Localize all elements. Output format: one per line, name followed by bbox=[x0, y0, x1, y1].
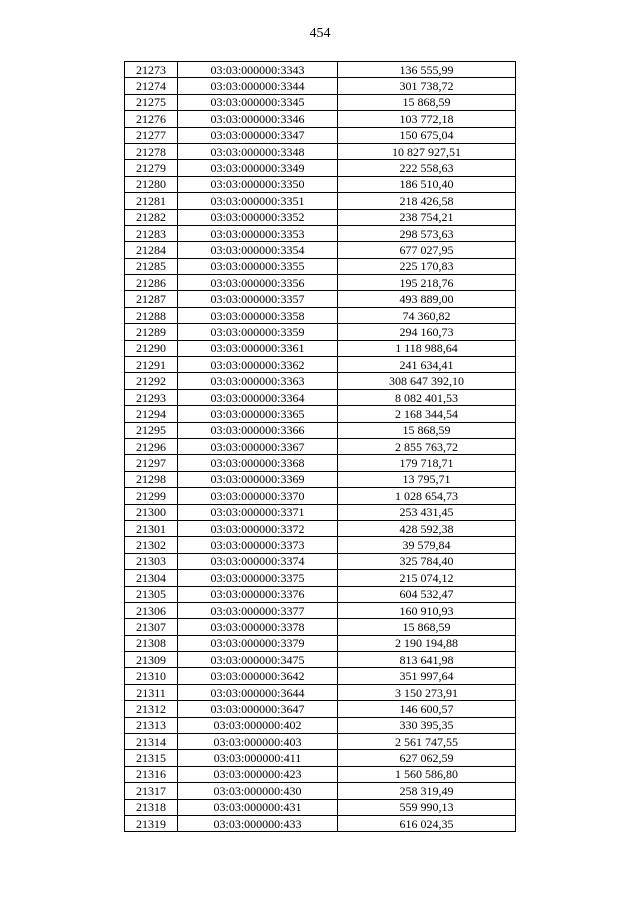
cadastral-value-cell: 225 170,83 bbox=[338, 258, 516, 274]
cadastral-number-cell: 03:03:000000:3343 bbox=[178, 62, 338, 78]
cadastral-number-cell: 03:03:000000:3354 bbox=[178, 242, 338, 258]
table-row bbox=[125, 258, 516, 274]
cadastral-value-cell: 2 561 747,55 bbox=[338, 734, 516, 750]
row-number-cell: 21275 bbox=[125, 94, 178, 110]
cadastral-value-cell: 238 754,21 bbox=[338, 209, 516, 225]
row-number-cell: 21299 bbox=[125, 488, 178, 504]
cadastral-value-cell: 222 558,63 bbox=[338, 160, 516, 176]
cadastral-value-cell: 1 560 586,80 bbox=[338, 766, 516, 782]
row-number-cell: 21315 bbox=[125, 750, 178, 766]
cadastral-number-cell: 03:03:000000:3357 bbox=[178, 291, 338, 307]
cadastral-value-cell: 813 641,98 bbox=[338, 652, 516, 668]
row-number-cell: 21306 bbox=[125, 602, 178, 618]
cadastral-number-cell: 03:03:000000:3475 bbox=[178, 652, 338, 668]
cadastral-number-cell: 03:03:000000:3647 bbox=[178, 701, 338, 717]
cadastral-number-cell: 03:03:000000:430 bbox=[178, 783, 338, 799]
row-number-cell: 21284 bbox=[125, 242, 178, 258]
row-number-cell: 21313 bbox=[125, 717, 178, 733]
cadastral-number-cell: 03:03:000000:3350 bbox=[178, 176, 338, 192]
table-row bbox=[125, 438, 516, 454]
row-number-cell: 21302 bbox=[125, 537, 178, 553]
row-number-cell: 21310 bbox=[125, 668, 178, 684]
row-number-cell: 21307 bbox=[125, 619, 178, 635]
cadastral-value-cell: 2 168 344,54 bbox=[338, 406, 516, 422]
row-number-cell: 21304 bbox=[125, 570, 178, 586]
row-number-cell: 21291 bbox=[125, 357, 178, 373]
page-number: 454 bbox=[309, 26, 331, 41]
cadastral-number-cell: 03:03:000000:3358 bbox=[178, 307, 338, 323]
table-row bbox=[125, 406, 516, 422]
row-number-cell: 21305 bbox=[125, 586, 178, 602]
cadastral-value-cell: 301 738,72 bbox=[338, 78, 516, 94]
row-number-cell: 21290 bbox=[125, 340, 178, 356]
cadastral-number-cell: 03:03:000000:423 bbox=[178, 766, 338, 782]
cadastral-value-cell: 253 431,45 bbox=[338, 504, 516, 520]
table-row bbox=[125, 766, 516, 782]
cadastral-value-cell: 2 855 763,72 bbox=[338, 438, 516, 454]
cadastral-value-cell: 616 024,35 bbox=[338, 815, 516, 831]
cadastral-value-cell: 330 395,35 bbox=[338, 717, 516, 733]
row-number-cell: 21286 bbox=[125, 275, 178, 291]
cadastral-value-cell: 677 027,95 bbox=[338, 242, 516, 258]
row-number-cell: 21292 bbox=[125, 373, 178, 389]
cadastral-value-cell: 3 150 273,91 bbox=[338, 684, 516, 700]
cadastral-value-cell: 308 647 392,10 bbox=[338, 373, 516, 389]
table-row bbox=[125, 78, 516, 94]
table-row bbox=[125, 701, 516, 717]
cadastral-number-cell: 03:03:000000:3644 bbox=[178, 684, 338, 700]
row-number-cell: 21283 bbox=[125, 225, 178, 241]
cadastral-number-cell: 03:03:000000:3642 bbox=[178, 668, 338, 684]
row-number-cell: 21295 bbox=[125, 422, 178, 438]
cadastral-value-cell: 146 600,57 bbox=[338, 701, 516, 717]
table-row bbox=[125, 799, 516, 815]
row-number-cell: 21311 bbox=[125, 684, 178, 700]
table-row bbox=[125, 504, 516, 520]
row-number-cell: 21301 bbox=[125, 520, 178, 536]
cadastral-value-cell: 1 028 654,73 bbox=[338, 488, 516, 504]
row-number-cell: 21308 bbox=[125, 635, 178, 651]
cadastral-number-cell: 03:03:000000:3344 bbox=[178, 78, 338, 94]
cadastral-number-cell: 03:03:000000:403 bbox=[178, 734, 338, 750]
cadastral-value-cell: 258 319,49 bbox=[338, 783, 516, 799]
cadastral-number-cell: 03:03:000000:3348 bbox=[178, 143, 338, 159]
cadastral-value-cell: 103 772,18 bbox=[338, 111, 516, 127]
table-row bbox=[125, 193, 516, 209]
cadastral-number-cell: 03:03:000000:3359 bbox=[178, 324, 338, 340]
cadastral-value-cell: 39 579,84 bbox=[338, 537, 516, 553]
table-row bbox=[125, 668, 516, 684]
row-number-cell: 21318 bbox=[125, 799, 178, 815]
cadastral-value-cell: 136 555,99 bbox=[338, 62, 516, 78]
table-row bbox=[125, 635, 516, 651]
row-number-cell: 21277 bbox=[125, 127, 178, 143]
table-row bbox=[125, 324, 516, 340]
row-number-cell: 21282 bbox=[125, 209, 178, 225]
cadastral-value-cell: 215 074,12 bbox=[338, 570, 516, 586]
cadastral-value-cell: 74 360,82 bbox=[338, 307, 516, 323]
table-row bbox=[125, 537, 516, 553]
table-row bbox=[125, 209, 516, 225]
table-row bbox=[125, 176, 516, 192]
cadastral-value-table bbox=[124, 61, 516, 832]
cadastral-value-cell: 604 532,47 bbox=[338, 586, 516, 602]
table-row bbox=[125, 586, 516, 602]
cadastral-number-cell: 03:03:000000:3379 bbox=[178, 635, 338, 651]
cadastral-number-cell: 03:03:000000:3355 bbox=[178, 258, 338, 274]
row-number-cell: 21294 bbox=[125, 406, 178, 422]
table-row bbox=[125, 684, 516, 700]
cadastral-number-cell: 03:03:000000:431 bbox=[178, 799, 338, 815]
cadastral-number-cell: 03:03:000000:3378 bbox=[178, 619, 338, 635]
table-row bbox=[125, 62, 516, 78]
table-row bbox=[125, 783, 516, 799]
cadastral-number-cell: 03:03:000000:3362 bbox=[178, 357, 338, 373]
cadastral-value-cell: 13 795,71 bbox=[338, 471, 516, 487]
cadastral-number-cell: 03:03:000000:3361 bbox=[178, 340, 338, 356]
cadastral-number-cell: 03:03:000000:3366 bbox=[178, 422, 338, 438]
table-row bbox=[125, 160, 516, 176]
cadastral-number-cell: 03:03:000000:402 bbox=[178, 717, 338, 733]
cadastral-number-cell: 03:03:000000:3345 bbox=[178, 94, 338, 110]
table-body bbox=[125, 62, 516, 832]
table-row bbox=[125, 750, 516, 766]
cadastral-value-cell: 8 082 401,53 bbox=[338, 389, 516, 405]
table-row bbox=[125, 275, 516, 291]
row-number-cell: 21287 bbox=[125, 291, 178, 307]
cadastral-number-cell: 03:03:000000:3364 bbox=[178, 389, 338, 405]
table-row bbox=[125, 94, 516, 110]
cadastral-value-cell: 15 868,59 bbox=[338, 619, 516, 635]
cadastral-value-cell: 294 160,73 bbox=[338, 324, 516, 340]
row-number-cell: 21300 bbox=[125, 504, 178, 520]
cadastral-value-cell: 1 118 988,64 bbox=[338, 340, 516, 356]
table-row bbox=[125, 357, 516, 373]
cadastral-value-cell: 15 868,59 bbox=[338, 422, 516, 438]
cadastral-value-cell: 218 426,58 bbox=[338, 193, 516, 209]
table-row bbox=[125, 734, 516, 750]
row-number-cell: 21279 bbox=[125, 160, 178, 176]
cadastral-number-cell: 03:03:000000:3368 bbox=[178, 455, 338, 471]
cadastral-number-cell: 03:03:000000:3367 bbox=[178, 438, 338, 454]
table-row bbox=[125, 488, 516, 504]
table-row bbox=[125, 111, 516, 127]
row-number-cell: 21285 bbox=[125, 258, 178, 274]
row-number-cell: 21314 bbox=[125, 734, 178, 750]
row-number-cell: 21288 bbox=[125, 307, 178, 323]
table-row bbox=[125, 127, 516, 143]
table-row bbox=[125, 143, 516, 159]
cadastral-number-cell: 03:03:000000:3365 bbox=[178, 406, 338, 422]
table-row bbox=[125, 602, 516, 618]
cadastral-value-cell: 627 062,59 bbox=[338, 750, 516, 766]
table-row bbox=[125, 619, 516, 635]
table-row bbox=[125, 422, 516, 438]
cadastral-number-cell: 03:03:000000:433 bbox=[178, 815, 338, 831]
cadastral-number-cell: 03:03:000000:3352 bbox=[178, 209, 338, 225]
row-number-cell: 21280 bbox=[125, 176, 178, 192]
cadastral-number-cell: 03:03:000000:3373 bbox=[178, 537, 338, 553]
row-number-cell: 21278 bbox=[125, 143, 178, 159]
cadastral-value-cell: 186 510,40 bbox=[338, 176, 516, 192]
cadastral-number-cell: 03:03:000000:3374 bbox=[178, 553, 338, 569]
table-row bbox=[125, 717, 516, 733]
cadastral-value-cell: 493 889,00 bbox=[338, 291, 516, 307]
cadastral-number-cell: 03:03:000000:3347 bbox=[178, 127, 338, 143]
row-number-cell: 21293 bbox=[125, 389, 178, 405]
cadastral-number-cell: 03:03:000000:3375 bbox=[178, 570, 338, 586]
row-number-cell: 21309 bbox=[125, 652, 178, 668]
cadastral-number-cell: 03:03:000000:3377 bbox=[178, 602, 338, 618]
cadastral-number-cell: 03:03:000000:3369 bbox=[178, 471, 338, 487]
table-row bbox=[125, 652, 516, 668]
cadastral-value-cell: 428 592,38 bbox=[338, 520, 516, 536]
cadastral-value-cell: 160 910,93 bbox=[338, 602, 516, 618]
row-number-cell: 21273 bbox=[125, 62, 178, 78]
row-number-cell: 21276 bbox=[125, 111, 178, 127]
cadastral-number-cell: 03:03:000000:3356 bbox=[178, 275, 338, 291]
cadastral-number-cell: 03:03:000000:3376 bbox=[178, 586, 338, 602]
row-number-cell: 21289 bbox=[125, 324, 178, 340]
cadastral-value-cell: 10 827 927,51 bbox=[338, 143, 516, 159]
row-number-cell: 21274 bbox=[125, 78, 178, 94]
cadastral-value-cell: 559 990,13 bbox=[338, 799, 516, 815]
row-number-cell: 21296 bbox=[125, 438, 178, 454]
cadastral-value-cell: 325 784,40 bbox=[338, 553, 516, 569]
table-row bbox=[125, 389, 516, 405]
row-number-cell: 21298 bbox=[125, 471, 178, 487]
table-row bbox=[125, 815, 516, 831]
cadastral-number-cell: 03:03:000000:3353 bbox=[178, 225, 338, 241]
table-row bbox=[125, 471, 516, 487]
row-number-cell: 21316 bbox=[125, 766, 178, 782]
cadastral-number-cell: 03:03:000000:411 bbox=[178, 750, 338, 766]
row-number-cell: 21312 bbox=[125, 701, 178, 717]
table-row bbox=[125, 520, 516, 536]
cadastral-number-cell: 03:03:000000:3351 bbox=[178, 193, 338, 209]
cadastral-value-cell: 241 634,41 bbox=[338, 357, 516, 373]
table-row bbox=[125, 553, 516, 569]
cadastral-value-cell: 351 997,64 bbox=[338, 668, 516, 684]
row-number-cell: 21319 bbox=[125, 815, 178, 831]
cadastral-number-cell: 03:03:000000:3372 bbox=[178, 520, 338, 536]
cadastral-number-cell: 03:03:000000:3363 bbox=[178, 373, 338, 389]
table-row bbox=[125, 225, 516, 241]
row-number-cell: 21303 bbox=[125, 553, 178, 569]
cadastral-value-cell: 195 218,76 bbox=[338, 275, 516, 291]
table-row bbox=[125, 291, 516, 307]
table-row bbox=[125, 307, 516, 323]
cadastral-number-cell: 03:03:000000:3349 bbox=[178, 160, 338, 176]
table-row bbox=[125, 340, 516, 356]
row-number-cell: 21297 bbox=[125, 455, 178, 471]
cadastral-value-cell: 2 190 194,88 bbox=[338, 635, 516, 651]
row-number-cell: 21281 bbox=[125, 193, 178, 209]
cadastral-value-cell: 150 675,04 bbox=[338, 127, 516, 143]
cadastral-value-cell: 298 573,63 bbox=[338, 225, 516, 241]
cadastral-number-cell: 03:03:000000:3371 bbox=[178, 504, 338, 520]
row-number-cell: 21317 bbox=[125, 783, 178, 799]
cadastral-value-cell: 179 718,71 bbox=[338, 455, 516, 471]
table-row bbox=[125, 570, 516, 586]
table-row bbox=[125, 455, 516, 471]
cadastral-value-cell: 15 868,59 bbox=[338, 94, 516, 110]
table-row bbox=[125, 242, 516, 258]
table-row bbox=[125, 373, 516, 389]
cadastral-number-cell: 03:03:000000:3370 bbox=[178, 488, 338, 504]
cadastral-number-cell: 03:03:000000:3346 bbox=[178, 111, 338, 127]
